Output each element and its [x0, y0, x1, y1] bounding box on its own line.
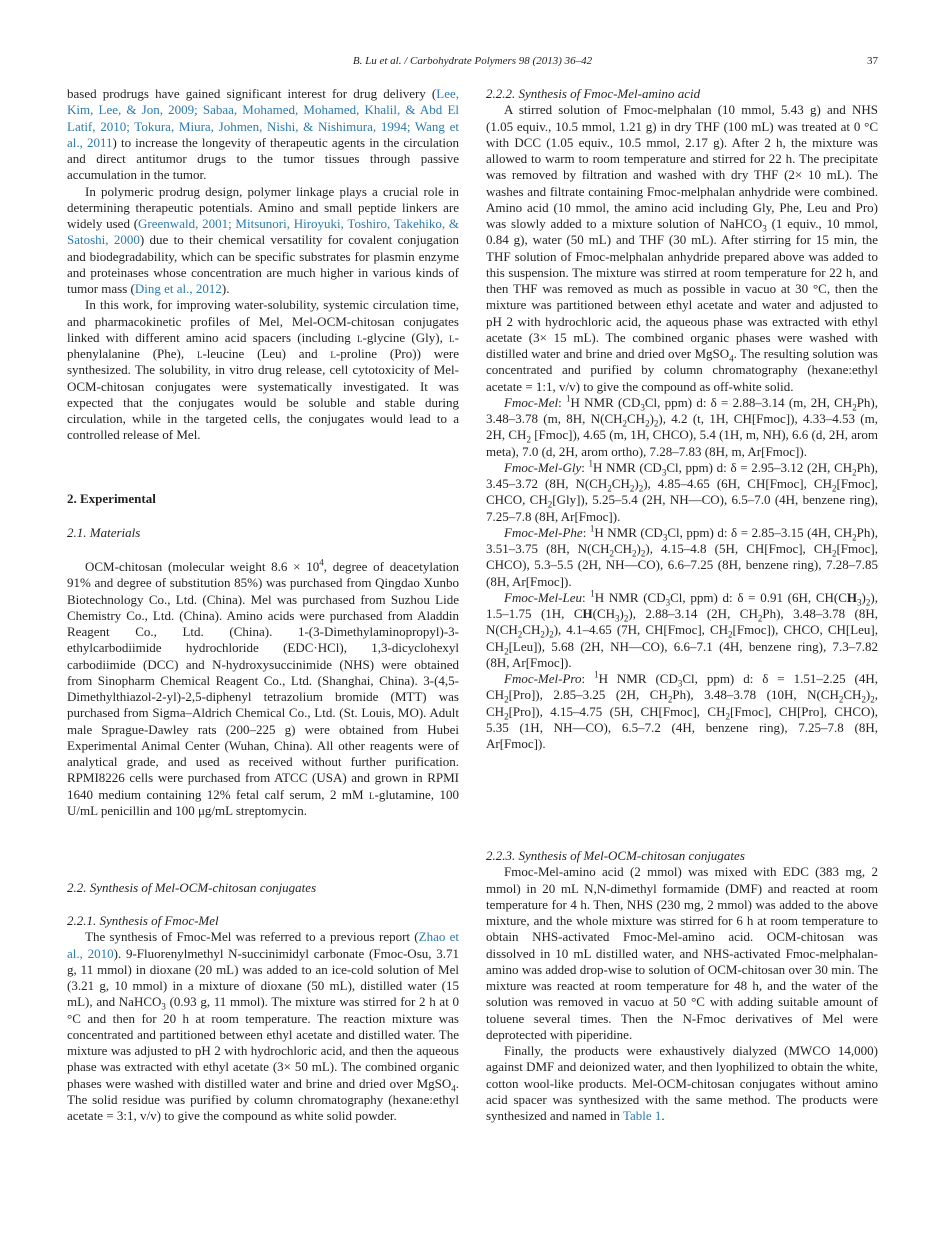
subscript: 2: [622, 418, 628, 429]
text-run: ), 4.1–4.65 (7H, CH[Fmoc], CH: [553, 622, 729, 638]
subscript: 2: [757, 613, 763, 624]
text-run: . The resulting solution was concentrated and purified by column chromatography (hexane:ethyl acetate = 1:1, v/v) to give the compound as off-white solid.: [486, 346, 878, 394]
superscript: 1: [566, 393, 571, 404]
subscript: 2: [861, 694, 866, 705]
subscript: 2: [667, 694, 673, 705]
subscript: 3: [665, 597, 671, 608]
paragraph: [486, 102, 878, 395]
citation-link[interactable]: Zhao et al., 2010: [67, 929, 460, 961]
subscript: 2: [852, 467, 857, 478]
subscript: 2: [609, 548, 614, 559]
text-run: ), 2.88–3.14 (2H, CH: [628, 606, 758, 621]
page-number: 37: [867, 55, 878, 67]
subscript: 2: [865, 597, 871, 608]
text-run: H NMR (CD: [593, 459, 662, 475]
text-run: -proline (Pro)) were synthesized. The solubility, in vitro drug release, cell cytotoxicity of Mel-OCM-chitosan conjugates were systematically investigated. It was expected that the conjugates would be soluble and stable during circulation, while in the targeted cells, the conjugates would lead to a controlled release of Mel.: [67, 346, 459, 443]
subscript: 2: [852, 402, 857, 413]
subscript: 2: [725, 711, 730, 722]
text-run: ): [636, 541, 641, 556]
subsection-heading-materials: 2.1. Materials: [67, 525, 141, 540]
text-run: ): [861, 589, 866, 605]
text-run: CH: [627, 411, 646, 426]
conjugates-section: [486, 848, 878, 1124]
text-run: Finally, the products were exhaustively dialyzed (MWCO 14,000) against DMF and deionized water, and then lyophilized to obtain the white, cotton wool-like products. Mel-OCM-chitosan conjugates without amino acid spacer was synthesized with the same method. The products were synthesized and named in: [486, 1043, 878, 1123]
text-run: In this work, for improving water-solubility, systemic circulation time, and pharmacokinetic profiles of Mel, Mel-OCM-chitosan conjugates linked with different amino acid spacers (including: [67, 297, 459, 345]
text-run: :: [582, 524, 590, 540]
text-run: (1 equiv., 10 mmol, 0.84 g), water (50 mL) and THF (30 mL). After stirring for 15 min, the THF solution of Fmoc-melphalan anhydride prepared above was added to this suspension. The mixture was stirred at room temperature for 22 h, and then THF was removed as much as possible in vacuo at 30 °C, then the mixture was partitioned between ethyl acetate and water and adjusted to pH 2 with hydrochloric acid, the aqueous phase was extracted with ethyl acetate (3× 15 mL). The combined organic phases were washed with distilled water and brine and dried over MgSO: [486, 216, 879, 361]
fmoc-mel-section: [67, 913, 459, 1124]
text-run: CH: [611, 476, 630, 491]
text-run: based prodrugs have gained significant interest for drug delivery (: [67, 86, 437, 101]
text-run: :: [581, 671, 595, 686]
compound-name: Fmoc-Mel-Gly: [504, 459, 582, 475]
superscript: 1: [590, 588, 595, 599]
bold-text: H: [846, 589, 858, 605]
citation-link[interactable]: Table 1: [622, 1108, 662, 1123]
text-run: ): [649, 411, 654, 426]
materials-section: [67, 559, 459, 819]
compound-name: Fmoc-Mel-Pro: [504, 671, 582, 686]
subsubsection-heading-conjugates: 2.2.3. Synthesis of Mel-OCM-chitosan conjugates: [486, 848, 745, 863]
text-run: :: [581, 589, 591, 605]
text-run: Ph), 3.45–3.72 (8H, N(CH: [486, 459, 878, 491]
text-run: [Fmoc]), CHCO, CH[Leu], CH: [486, 622, 878, 654]
subscript: 2: [540, 629, 545, 640]
subscript: 3: [662, 532, 668, 543]
subscript: 2: [504, 694, 509, 705]
citation-link[interactable]: Ding et al., 2012: [134, 281, 222, 296]
text-run: (0.93 g, 11 mmol). The mixture was stirred for 2 h at 0 °C and then for 20 h at room temperature. The reaction mixture was concentrated and partitioned between ethyl acetate and distilled water. The mixture was adjusted to pH 2 with hydrochloric acid, and then the aqueous phase was extracted with ethyl acetate (3× 50 mL). The combined organic phases were washed with distilled water and brine and dried over MgSO: [67, 994, 459, 1091]
paragraph-group: [67, 559, 459, 819]
text-run: ).: [221, 281, 230, 296]
subscript: 3: [762, 223, 767, 234]
text-run: -phenylalanine (Phe),: [67, 329, 459, 361]
paragraph: [67, 184, 459, 298]
paragraph-group: [486, 102, 878, 752]
citation-link[interactable]: Lee, Kim, Lee, & Jon, 2009; Sabaa, Mohamed, Mohamed, Khalil, & Abd El Latif, 2010; Tokura, Miura, Johmen, Nishi, & Nishimura, 1994; Wang et al., 2011: [67, 86, 459, 150]
paragraph-group: [67, 929, 459, 1124]
subscript: 2: [638, 483, 644, 494]
subscript: 2: [870, 694, 875, 705]
text-run: , CH: [486, 687, 878, 719]
text-run: H NMR (CD: [594, 589, 666, 605]
subscript: 2: [504, 711, 509, 722]
subscript: 2: [504, 646, 509, 657]
text-run: Cl, ppm) d: δ = 2.95–3.12 (2H, CH: [666, 459, 853, 475]
subscript: 2: [517, 629, 523, 640]
text-run: ), 4.15–4.8 (5H, CH[Fmoc], CH: [645, 541, 832, 556]
text-run: :: [581, 459, 589, 475]
paragraph-group: [486, 864, 878, 1124]
subscript: 2: [547, 499, 553, 510]
paragraph: [67, 297, 459, 443]
subscript: 4: [729, 353, 734, 364]
text-run: CH: [613, 541, 633, 556]
small-caps-prefix: l: [449, 329, 455, 345]
compound-name: Fmoc-Mel: [504, 394, 559, 410]
subsubsection-heading-fmoc-mel-amino-acid: 2.2.2. Synthesis of Fmoc-Mel-amino acid: [486, 86, 701, 101]
text-run: [Fmoc]), 4.65 (m, 1H, CHCO), 5.4 (1H, m, NH), 6.6 (d, 2H, arom meta), 7.0 (d, 2H, arom ortho), 7.28–7.83 (8H, m, Ar[Fmoc]).: [486, 427, 878, 459]
subscript: 2: [632, 548, 637, 559]
subsection-heading-synthesis: 2.2. Synthesis of Mel-OCM-chitosan conjugates: [67, 880, 317, 895]
paragraph: [67, 86, 459, 184]
paragraph: [486, 525, 878, 590]
small-caps-prefix: l: [330, 346, 336, 361]
compound-name: Fmoc-Mel-Leu: [504, 589, 582, 605]
text-run: The synthesis of Fmoc-Mel was referred to a previous report (: [85, 929, 419, 945]
paragraph-group: [67, 86, 459, 444]
subscript: 2: [852, 532, 857, 543]
text-run: ): [544, 622, 550, 638]
running-header: [67, 55, 878, 69]
subscript: 2: [728, 629, 733, 640]
text-run: , degree of deacetylation 91% and degree of substitution 85%) was purchased from Qingdao Xunbo Biotechnology Co., Ltd. (China). Mel was purchased from Suzhou Lide Chemistry Co., Ltd. (China). Amino acids were purchased from Aladdin Reagent Co., Ltd. (China). 1-(3-Dimethylaminopropyl)-3-ethylcarbodiimide hydrochloride (EDC·HCl), 1,3-dicyclohexyl carbodiimide (DCC) and N-hydroxysuccinimide (NHS) were obtained from Sinopharm Chemical Reagent Co., Ltd. (Shanghai, China). 3-(4,5-Dimethylthiazol-2-yl)-2,5-diphenyl tetrazolium bromide (MTT) was purchased from Sigma–Aldrich Chemical Co., Ltd. (St. Louis, MO). Adult male Sprague-Dawley rats (200–225 g) were obtained from Hubei Experimental Animal Center (Wuhan, China). All other reagents were of analytical grade, and used as received without further purification. RPMI8226 cells were purchased from ATCC (USA) and grown in RPMI 1640 medium containing 12% fetal calf serum, 2 mM: [67, 559, 459, 802]
subscript: 2: [623, 613, 629, 624]
text-run: -leucine (Leu) and: [202, 346, 331, 361]
text-run: .: [661, 1108, 665, 1123]
paragraph: [486, 1043, 878, 1124]
text-run: Ph), 3.51–3.75 (8H, N(CH: [486, 524, 878, 556]
text-run: Cl, ppm) d: δ = 0.91 (6H, CH(C: [670, 589, 847, 605]
text-run: H NMR (CD: [594, 524, 663, 540]
subscript: 3: [161, 1001, 166, 1012]
text-run: Cl, ppm) d: δ = 2.88–3.14 (m, 2H, CH: [644, 394, 853, 410]
section-heading-experimental: 2. Experimental: [67, 491, 156, 506]
subscript: 3: [640, 402, 645, 413]
text-run: OCM-chitosan (molecular weight 8.6 × 10: [85, 559, 320, 574]
text-run: ), 1.5–1.75 (1H, C: [486, 589, 878, 621]
text-run: ) to increase the longevity of therapeutic agents in the circulation and direct antitumor drugs to the tumor tissues through passive accumulation in the tumor.: [67, 134, 459, 183]
text-run: [Fmoc], CHCO, CH: [486, 476, 879, 508]
paragraph: [67, 929, 459, 1124]
paragraph: [486, 671, 878, 752]
text-run: ): [634, 476, 639, 491]
subscript: 2: [549, 629, 554, 640]
text-run: [Pro]), 4.15–4.75 (5H, CH[Fmoc], CH: [508, 703, 726, 719]
superscript: 1: [589, 523, 595, 534]
subsubsection-heading-fmoc-mel: 2.2.1. Synthesis of Fmoc-Mel: [67, 913, 219, 928]
text-run: H NMR (CD: [598, 671, 678, 686]
text-run: Fmoc-Mel-amino acid (2 mmol) was mixed with EDC (383 mg, 2 mmol) in 20 mL N,N-dimethyl formamide (DMF) and reacted at room temperature for 4 h. Then, NHS (230 mg, 2 mmol) was added to the above mixture, and the whole mixture was stirred for 6 h at room temperature to obtain NHS-activated Fmoc-Mel-amino acid. OCM-chitosan was dissolved in 10 mL distilled water, and NHS-activated Fmoc-melphalan-amino was added drop-wise to solution of OCM-chitosan over 30 min. The mixture was reacted at room temperature for 48 h, and the water of the solution was removed in vacuo at 50 °C with adding suitable amount of toluene several times. Then the N-Fmoc derivatives of Mel were deprotected with piperidine.: [486, 864, 878, 1042]
small-caps-prefix: l: [196, 346, 203, 361]
text-run: [Pro]), 2.85–3.25 (2H, CH: [508, 687, 668, 703]
paragraph: [486, 864, 878, 1043]
running-title: B. Lu et al. / Carbohydrate Polymers 98 (2013) 36–42: [352, 55, 593, 67]
subscript: 4: [451, 1083, 456, 1094]
text-run: Ph), 3.48–3.78 (m, 8H, N(CH: [486, 394, 878, 426]
text-run: [Fmoc], CH[Pro], CHCO), 5.35 (1H, NH—CO), 6.5–7.2 (4H, benzene ring), 7.25–7.8 (8H, Ar[Fmoc]).: [486, 703, 879, 751]
text-run: (CH: [592, 606, 616, 621]
subscript: 2: [838, 694, 844, 705]
subscript: 2: [831, 548, 837, 559]
text-run: In polymeric prodrug design, polymer linkage plays a crucial role in determining therapeutic potentials. Amino and small peptide linkers are widely used (: [67, 183, 459, 231]
text-run: ). 9-Fluorenylmethyl N-succinimidyl carbonate (Fmoc-Osu, 3.71 g, 11 mmol) in dioxane (20 mL) was added to an ice-cold solution of Mel (3.21 g, 10 mmol) in a mixture of dioxane (50 mL), distilled water (15 mL), and NaHCO: [67, 945, 459, 1010]
superscript: 1: [594, 669, 599, 680]
bold-text: H: [582, 606, 593, 621]
text-run: Cl, ppm) d: δ = 2.85–3.15 (4H, CH: [667, 524, 853, 540]
subscript: 3: [661, 467, 667, 478]
text-run: [Leu]), 5.68 (2H, NH—CO), 6.6–7.1 (4H, benzene ring), 7.3–7.82 (8H, Ar[Fmoc]).: [486, 638, 878, 670]
text-run: ): [619, 606, 624, 621]
text-run: CH: [843, 687, 862, 703]
small-caps-prefix: l: [368, 786, 375, 802]
superscript: 4: [319, 557, 324, 568]
superscript: 1: [588, 458, 594, 469]
text-run: H NMR (CD: [570, 394, 641, 410]
text-run: ), 4.85–4.65 (6H, CH[Fmoc], CH: [643, 476, 832, 491]
intro-section: [67, 86, 459, 444]
text-run: [Gly]), 5.25–5.4 (2H, NH—CO), 6.5–7.0 (4H, benzene ring), 7.25–7.8 (8H, Ar[Fmoc]).: [486, 492, 878, 524]
paragraph: [486, 460, 878, 525]
subscript: 2: [831, 483, 837, 494]
fmoc-mel-amino-acid-section: [486, 86, 878, 752]
subscript: 2: [607, 483, 612, 494]
subscript: 3: [615, 613, 620, 624]
paragraph: [67, 559, 459, 819]
subscript: 3: [857, 597, 862, 608]
subscript: 3: [677, 678, 683, 689]
citation-link[interactable]: Greenwald, 2001; Mitsunori, Hiroyuki, Toshiro, Takehiko, & Satoshi, 2000: [67, 216, 459, 248]
text-run: :: [558, 394, 566, 410]
compound-name: Fmoc-Mel-Phe: [504, 524, 583, 540]
text-run: -glycine (Gly),: [362, 329, 450, 345]
text-run: ): [865, 687, 871, 703]
paragraph: [486, 590, 878, 671]
subscript: 2: [629, 483, 635, 494]
text-run: [Fmoc], CHCO), 5.3–5.5 (2H, NH—CO), 6.6–7.25 (8H, benzene ring), 7.28–7.85 (8H, Ar[Fmoc]).: [486, 541, 878, 589]
text-run: Cl, ppm) d: δ = 1.51–2.25 (4H, CH: [486, 671, 878, 703]
subscript: 2: [640, 548, 646, 559]
text-run: ) due to their chemical versatility for covalent conjugation and biodegradability, which can be specific substrates for plasmin enzyme and proteinases whose concentration are much higher in various kinds of tumor mass (: [67, 232, 459, 296]
text-run: CH: [522, 622, 541, 638]
text-run: ), 4.2 (t, 1H, CH[Fmoc]), 4.33–4.53 (m, 2H, CH: [486, 411, 878, 443]
text-run: Ph), 3.48–3.78 (8H, N(CH: [486, 606, 879, 638]
subscript: 2: [526, 434, 531, 445]
small-caps-prefix: l: [357, 329, 363, 345]
text-run: Ph), 3.48–3.78 (10H, N(CH: [672, 687, 839, 703]
subscript: 2: [645, 418, 650, 429]
paragraph: [486, 395, 878, 460]
subscript: 2: [653, 418, 659, 429]
text-run: A stirred solution of Fmoc-melphalan (10 mmol, 5.43 g) and NHS (1.05 equiv., 10.5 mmol, 1.21 g) in dry THF (100 mL) was treated at 0 °C with DCC (1.05 equiv., 10.5 mmol, 2.17 g). After 2 h, the mixture was allowed to warm to room temperature and stirred for 22 h. The precipitate was removed by filtration and washed with dry THF (2× 10 mL). The washes and filtrate containing Fmoc-melphalan anhydride were combined. Amino acid (10 mmol, the amino acid including Gly, Phe, Leu and Pro) was slowly added to a mixture solution of NaHCO: [486, 102, 878, 231]
text-run: . The solid residue was purified by column chromatography (hexane:ethyl acetate = 3:1, v/v) to give the compound as white solid powder.: [67, 1075, 459, 1123]
text-run: -glutamine, 100 U/mL penicillin and 100 μg/mL streptomycin.: [67, 786, 459, 818]
